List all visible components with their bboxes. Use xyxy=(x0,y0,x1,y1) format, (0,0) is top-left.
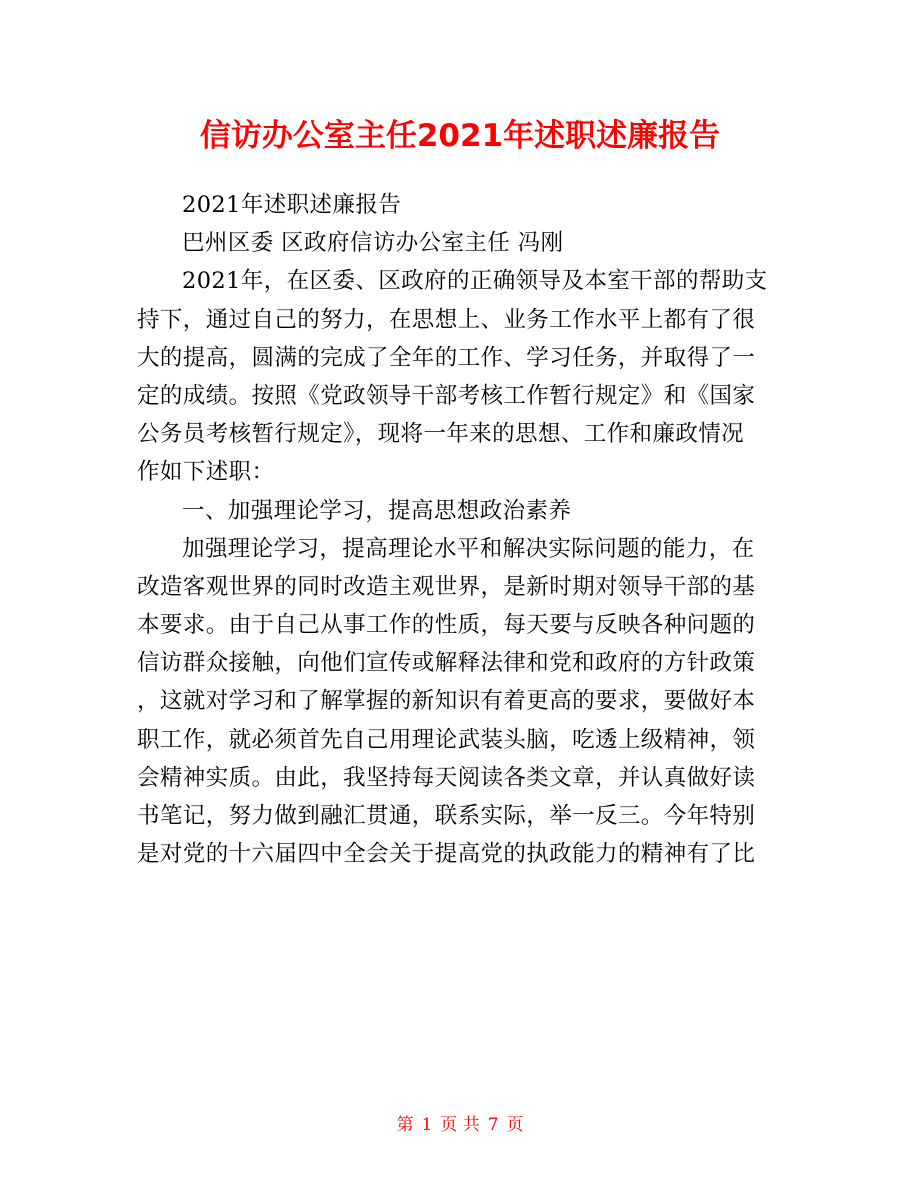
paragraph-line: 是对党的十六届四中全会关于提高党的执政能力的精神有了比 xyxy=(137,841,756,868)
paragraph-line: 信访群众接触，向他们宣传或解释法律和党和政府的方针政策 xyxy=(137,650,756,677)
page-suffix: 页 xyxy=(506,1115,524,1135)
paragraph-line: 会精神实质。由此，我坚持每天阅读各类文章，并认真做好读 xyxy=(137,764,756,791)
paragraph-line: 大的提高，圆满的完成了全年的工作、学习任务，并取得了一 xyxy=(137,344,756,371)
paragraph-line: 职工作，就必须首先自己用理论武装头脑，吃透上级精神，领 xyxy=(137,726,756,753)
paragraph-line: 本要求。由于自己从事工作的性质，每天要与反映各种问题的 xyxy=(137,612,756,639)
document-body xyxy=(137,186,785,873)
page-total-number: 7 xyxy=(487,1115,499,1135)
paragraph-line: 改造客观世界的同时改造主观世界，是新时期对领导干部的基 xyxy=(137,573,756,600)
paragraph-line: 公务员考核暂行规定》，现将一年来的思想、工作和廉政情况 xyxy=(137,421,745,448)
paragraph-line: 加强理论学习，提高理论水平和解决实际问题的能力，在 xyxy=(182,535,755,562)
paragraph-line: 书笔记，努力做到融汇贯通，联系实际，举一反三。今年特别 xyxy=(137,803,756,829)
page-prefix: 第 xyxy=(396,1115,414,1135)
paragraph-line: 作如下述职： xyxy=(137,459,275,486)
report-heading-line: 2021年述职述廉报告 xyxy=(182,192,402,218)
paragraph-line: 2021年，在区委、区政府的正确领导及本室干部的帮助支 xyxy=(182,268,768,295)
author-line: 巴州区委 区政府信访办公室主任 冯刚 xyxy=(182,230,564,257)
page-footer xyxy=(0,1112,920,1138)
paragraph-line: 定的成绩。按照《党政领导干部考核工作暂行规定》和《国家 xyxy=(137,382,756,409)
paragraph-line: 持下，通过自己的努力，在思想上、业务工作水平上都有了很 xyxy=(137,306,756,333)
paragraph-line: ，这就对学习和了解掌握的新知识有着更高的要求，要做好本 xyxy=(137,688,756,715)
page-current-number: 1 xyxy=(421,1115,433,1135)
document-title: 信访办公室主任2021年述职述廉报告 xyxy=(199,118,721,154)
section-heading: 一、加强理论学习，提高思想政治素养 xyxy=(182,497,572,524)
page-middle-text: 页 共 xyxy=(440,1115,480,1135)
